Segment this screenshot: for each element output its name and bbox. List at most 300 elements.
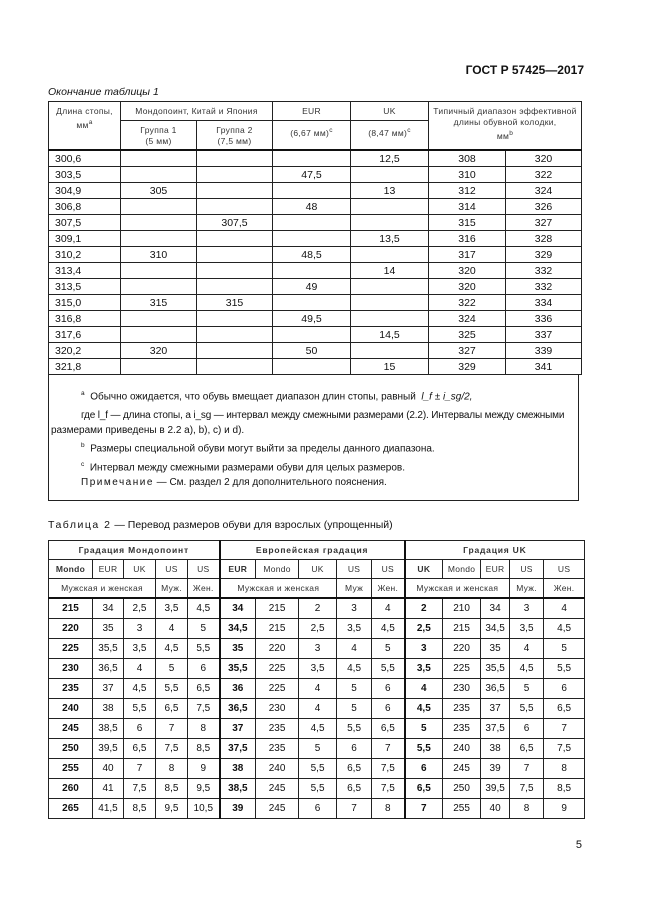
table-cell: 230: [443, 678, 481, 698]
header-mondo: Мондопоинт, Китай и Япония: [121, 102, 273, 121]
table-cell: 5: [337, 698, 372, 718]
table-cell: 8,5: [544, 778, 585, 798]
table-row: [49, 247, 582, 263]
table-cell: 322: [429, 295, 506, 311]
table-cell: 3: [337, 598, 372, 619]
table-cell: [273, 263, 351, 279]
page-number: 5: [575, 838, 582, 851]
table-cell: 36,5: [220, 698, 256, 718]
table-cell: [351, 295, 429, 311]
label-men: Муж: [337, 578, 372, 598]
table-cell: [121, 359, 197, 375]
table-cell: 4,5: [510, 658, 544, 678]
column-header: Mondo: [443, 559, 481, 578]
table-cell: 4,5: [299, 718, 337, 738]
column-header: Mondo: [49, 559, 93, 578]
table-cell: 317,6: [49, 327, 121, 343]
table-cell: 9: [544, 798, 585, 818]
table-cell: 2,5: [124, 598, 156, 619]
header-foot-length: Длина стопы, $мм^a$: [49, 102, 121, 151]
column-header: US: [188, 559, 220, 578]
table-cell: 7: [510, 758, 544, 778]
table-cell: 7: [372, 738, 405, 758]
table-cell: 14: [351, 263, 429, 279]
table-cell: 225: [443, 658, 481, 678]
table-cell: 7: [405, 798, 443, 818]
table-row: [49, 327, 582, 343]
table-cell: 215: [443, 618, 481, 638]
table-row: [49, 698, 585, 718]
table-cell: 3: [299, 638, 337, 658]
table-cell: 235: [256, 718, 299, 738]
table-cell: 5: [156, 658, 188, 678]
table-cell: 7: [544, 718, 585, 738]
table-cell: 5: [510, 678, 544, 698]
table-cell: [121, 279, 197, 295]
table-cell: 38: [481, 738, 510, 758]
table-cell: 8: [156, 758, 188, 778]
label-men-women: Мужская и женская: [220, 578, 337, 598]
table-cell: 5,5: [299, 778, 337, 798]
table-cell: 48,5: [273, 247, 351, 263]
table-row: [49, 658, 585, 678]
table-cell: 6: [299, 798, 337, 818]
table-cell: 14,5: [351, 327, 429, 343]
table-cell: 5: [337, 678, 372, 698]
table-cell: 36,5: [481, 678, 510, 698]
column-header: EUR: [93, 559, 124, 578]
table-cell: 255: [49, 758, 93, 778]
table-cell: 245: [256, 778, 299, 798]
table-cell: 4: [124, 658, 156, 678]
table-cell: [273, 183, 351, 199]
header-uk-unit: (8,47 мм)$^c$: [351, 121, 429, 151]
table-cell: [121, 150, 197, 167]
table-cell: [197, 343, 273, 359]
table-cell: 245: [443, 758, 481, 778]
table-cell: 6,5: [337, 758, 372, 778]
table-cell: 4,5: [156, 638, 188, 658]
column-header: US: [544, 559, 585, 578]
table-cell: 50: [273, 343, 351, 359]
column-header: Mondo: [256, 559, 299, 578]
table-cell: 38,5: [220, 778, 256, 798]
table-cell: [351, 311, 429, 327]
table-cell: 300,6: [49, 150, 121, 167]
label-women: Жен.: [544, 578, 585, 598]
table-cell: 304,9: [49, 183, 121, 199]
table-cell: [273, 295, 351, 311]
table-cell: 4,5: [372, 618, 405, 638]
header-uk: UK: [351, 102, 429, 121]
table-cell: 230: [49, 658, 93, 678]
table-row: [49, 183, 582, 199]
table-cell: 35,5: [220, 658, 256, 678]
table-cell: 37,5: [481, 718, 510, 738]
table-cell: 35: [481, 638, 510, 658]
group-european: Европейская градация: [220, 540, 405, 559]
table-cell: 4,5: [544, 618, 585, 638]
header-group2: Группа 2 (7,5 мм): [197, 121, 273, 151]
table-cell: 34: [220, 598, 256, 619]
table-cell: 5: [405, 718, 443, 738]
footnote-a-cont2: размерами приведены в 2.2 a), b), c) и d).: [51, 425, 245, 437]
table-cell: 329: [429, 359, 506, 375]
table-cell: [121, 263, 197, 279]
table-cell: 324: [506, 183, 582, 199]
table-cell: 225: [256, 678, 299, 698]
table-cell: 315: [429, 215, 506, 231]
table-row: [49, 798, 585, 818]
table-cell: 220: [256, 638, 299, 658]
table-cell: 7,5: [510, 778, 544, 798]
table-cell: 37: [220, 718, 256, 738]
table-cell: 215: [49, 598, 93, 619]
table1-note: Примечание — См. раздел 2 для дополнительного пояснения.: [81, 476, 387, 488]
table-cell: 34,5: [481, 618, 510, 638]
table-cell: 320: [506, 150, 582, 167]
table-cell: 215: [256, 598, 299, 619]
table-cell: 38: [220, 758, 256, 778]
table-cell: [197, 263, 273, 279]
table-cell: [121, 215, 197, 231]
table-cell: [273, 327, 351, 343]
table-cell: 35,5: [93, 638, 124, 658]
table-cell: 4: [544, 598, 585, 619]
table-cell: 7,5: [372, 778, 405, 798]
table-cell: 316,8: [49, 311, 121, 327]
header-eur-unit: (6,67 мм)$^c$: [273, 121, 351, 151]
table-cell: [197, 327, 273, 343]
table-cell: [273, 215, 351, 231]
table2-caption: Таблица 2 — Перевод размеров обуви для взрослых (упрощенный): [48, 518, 393, 531]
table-row: [49, 279, 582, 295]
table-cell: 4,5: [124, 678, 156, 698]
table-cell: 210: [443, 598, 481, 619]
table-cell: 332: [506, 263, 582, 279]
table-cell: 2: [299, 598, 337, 619]
table-cell: 260: [49, 778, 93, 798]
table-cell: 325: [429, 327, 506, 343]
table-cell: 4: [299, 698, 337, 718]
table-cell: 334: [506, 295, 582, 311]
table-row: [49, 231, 582, 247]
table-cell: 235: [443, 718, 481, 738]
label-women: Жен.: [188, 578, 220, 598]
table-cell: [197, 167, 273, 183]
table-cell: 2,5: [405, 618, 443, 638]
table-cell: 38: [93, 698, 124, 718]
table-cell: 235: [443, 698, 481, 718]
table-cell: 4,5: [188, 598, 220, 619]
table-cell: 34: [93, 598, 124, 619]
table-cell: 49: [273, 279, 351, 295]
table-cell: 329: [506, 247, 582, 263]
table-cell: 36: [220, 678, 256, 698]
column-header: US: [337, 559, 372, 578]
table-cell: 225: [256, 658, 299, 678]
table-cell: 6,5: [510, 738, 544, 758]
table-cell: 15: [351, 359, 429, 375]
table-cell: 309,1: [49, 231, 121, 247]
table-cell: 5,5: [544, 658, 585, 678]
table-cell: 317: [429, 247, 506, 263]
table2: [48, 540, 585, 819]
table-cell: 6: [188, 658, 220, 678]
formula: l_f ± i_sg/2,: [421, 391, 473, 403]
table-cell: 5: [372, 638, 405, 658]
table-cell: 9,5: [188, 778, 220, 798]
table-cell: 265: [49, 798, 93, 818]
table-cell: 220: [49, 618, 93, 638]
table-cell: 308: [429, 150, 506, 167]
table-cell: 41,5: [93, 798, 124, 818]
table-cell: 240: [443, 738, 481, 758]
table-cell: 5: [188, 618, 220, 638]
label-women: Жен.: [372, 578, 405, 598]
table-cell: 245: [256, 798, 299, 818]
label-men-women: Мужская и женская: [49, 578, 156, 598]
table-cell: 307,5: [197, 215, 273, 231]
header-group1: Группа 1 (5 мм): [121, 121, 197, 151]
table-cell: 3,5: [405, 658, 443, 678]
table-cell: 39,5: [93, 738, 124, 758]
table-cell: 4: [510, 638, 544, 658]
table-cell: 337: [506, 327, 582, 343]
table-row: [49, 758, 585, 778]
table-cell: 245: [49, 718, 93, 738]
table-cell: 10,5: [188, 798, 220, 818]
table-cell: 6: [372, 678, 405, 698]
table-row: [49, 263, 582, 279]
table-cell: 324: [429, 311, 506, 327]
table-cell: 7: [337, 798, 372, 818]
table-cell: 305: [121, 183, 197, 199]
table-cell: [273, 150, 351, 167]
table-cell: 40: [481, 798, 510, 818]
table-cell: 327: [506, 215, 582, 231]
column-header: UK: [405, 559, 443, 578]
table-cell: [121, 199, 197, 215]
table-cell: [197, 359, 273, 375]
table-cell: [351, 199, 429, 215]
table-cell: [351, 279, 429, 295]
table-cell: 313,5: [49, 279, 121, 295]
table-cell: 37: [93, 678, 124, 698]
table-cell: 320: [121, 343, 197, 359]
table-cell: [121, 167, 197, 183]
table-cell: 3: [405, 638, 443, 658]
table-cell: 339: [506, 343, 582, 359]
table-cell: 7,5: [124, 778, 156, 798]
table-cell: 320: [429, 263, 506, 279]
table-cell: 39: [481, 758, 510, 778]
table-row: [49, 295, 582, 311]
table-cell: 2,5: [299, 618, 337, 638]
footnote-a-cont1: где l_f — длина стопы, а i_sg — интервал между смежными размерами (2.2). Интервалы между смежными: [81, 410, 565, 422]
group-mondo: Градация Мондопоинт: [49, 540, 220, 559]
table-cell: [351, 343, 429, 359]
table-cell: 8: [188, 718, 220, 738]
column-header: US: [156, 559, 188, 578]
table-cell: 5,5: [156, 678, 188, 698]
table-cell: 6,5: [405, 778, 443, 798]
table-row: [49, 638, 585, 658]
table-cell: 47,5: [273, 167, 351, 183]
table-cell: 40: [93, 758, 124, 778]
table-cell: [121, 311, 197, 327]
table-row: [49, 359, 582, 375]
table-cell: 6,5: [544, 698, 585, 718]
table-cell: 250: [49, 738, 93, 758]
table-cell: 7,5: [156, 738, 188, 758]
table-cell: [197, 247, 273, 263]
table-cell: 313,4: [49, 263, 121, 279]
table-cell: 4: [405, 678, 443, 698]
table-cell: 12,5: [351, 150, 429, 167]
table-cell: [351, 247, 429, 263]
table-cell: 336: [506, 311, 582, 327]
table-row: [49, 199, 582, 215]
table-cell: 341: [506, 359, 582, 375]
table-row: [49, 718, 585, 738]
table-cell: 5: [544, 638, 585, 658]
table-cell: 326: [506, 199, 582, 215]
table-cell: 3: [510, 598, 544, 619]
table-cell: 7: [124, 758, 156, 778]
table-cell: 303,5: [49, 167, 121, 183]
table-cell: 310,2: [49, 247, 121, 263]
table-cell: 4: [372, 598, 405, 619]
table-row: [49, 778, 585, 798]
table-cell: [121, 327, 197, 343]
table-cell: 250: [443, 778, 481, 798]
table-cell: 7,5: [188, 698, 220, 718]
table-cell: 36,5: [93, 658, 124, 678]
table-cell: 310: [121, 247, 197, 263]
table-cell: 6: [405, 758, 443, 778]
table-cell: 6,5: [124, 738, 156, 758]
table-cell: 35: [93, 618, 124, 638]
table-cell: 5,5: [188, 638, 220, 658]
table-cell: [273, 231, 351, 247]
table-cell: 35,5: [481, 658, 510, 678]
table1-footnotes: [48, 375, 579, 501]
table-cell: 39: [220, 798, 256, 818]
table-cell: 7,5: [372, 758, 405, 778]
page-content: [48, 86, 584, 851]
table-cell: 240: [49, 698, 93, 718]
label-men-women: Мужская и женская: [405, 578, 510, 598]
table-cell: [197, 199, 273, 215]
table-cell: 315,0: [49, 295, 121, 311]
table-cell: 6: [544, 678, 585, 698]
table-cell: 8: [544, 758, 585, 778]
footnote-c: $^c$ Интервал между смежными размерами обуви для целых размеров.: [81, 460, 405, 473]
table-cell: 49,5: [273, 311, 351, 327]
table-cell: 7,5: [544, 738, 585, 758]
table-cell: 5,5: [405, 738, 443, 758]
table-cell: [121, 231, 197, 247]
table-cell: [197, 279, 273, 295]
table-cell: 4: [337, 638, 372, 658]
table-cell: 5: [299, 738, 337, 758]
table-cell: 39,5: [481, 778, 510, 798]
table-cell: 320: [429, 279, 506, 295]
table-cell: [197, 311, 273, 327]
table-cell: 4,5: [405, 698, 443, 718]
table-cell: 9: [188, 758, 220, 778]
table-cell: [273, 359, 351, 375]
table-cell: 4: [299, 678, 337, 698]
table-cell: 316: [429, 231, 506, 247]
table-cell: 9,5: [156, 798, 188, 818]
table-cell: 8: [372, 798, 405, 818]
table-row: [49, 167, 582, 183]
table-cell: 5,5: [337, 718, 372, 738]
table-cell: 6,5: [337, 778, 372, 798]
table-cell: 6: [124, 718, 156, 738]
table-cell: 5,5: [372, 658, 405, 678]
table-cell: 312: [429, 183, 506, 199]
table-cell: 5,5: [124, 698, 156, 718]
table-cell: [197, 183, 273, 199]
table-cell: 328: [506, 231, 582, 247]
table-cell: 13,5: [351, 231, 429, 247]
table1-caption: Окончание таблицы 1: [48, 86, 159, 98]
column-header: EUR: [220, 559, 256, 578]
table-cell: 8,5: [188, 738, 220, 758]
table-cell: 3,5: [510, 618, 544, 638]
table-cell: 8: [510, 798, 544, 818]
table-cell: 3,5: [124, 638, 156, 658]
footnote-b: $^b$ Размеры специальной обуви могут выйти за пределы данного диапазона.: [81, 442, 435, 455]
table-row: [49, 311, 582, 327]
table-cell: 220: [443, 638, 481, 658]
table-cell: 310: [429, 167, 506, 183]
table-cell: 314: [429, 199, 506, 215]
label-men: Муж.: [510, 578, 544, 598]
table-row: [49, 618, 585, 638]
table-cell: 6: [372, 698, 405, 718]
column-header: US: [510, 559, 544, 578]
table-cell: 240: [256, 758, 299, 778]
table-cell: 6,5: [188, 678, 220, 698]
label-men: Муж.: [156, 578, 188, 598]
table-row: [49, 598, 585, 619]
table-cell: 41: [93, 778, 124, 798]
table-cell: 13: [351, 183, 429, 199]
table-cell: 6: [510, 718, 544, 738]
table-cell: 8,5: [156, 778, 188, 798]
table1: [48, 101, 582, 375]
group-uk: Градация UK: [405, 540, 585, 559]
table-cell: 35: [220, 638, 256, 658]
table-cell: 34: [481, 598, 510, 619]
table-row: [49, 343, 582, 359]
table-cell: 307,5: [49, 215, 121, 231]
table-cell: 6,5: [156, 698, 188, 718]
table-cell: 3,5: [337, 618, 372, 638]
table-row: [49, 215, 582, 231]
table-row: [49, 738, 585, 758]
table-cell: 225: [49, 638, 93, 658]
table-cell: 322: [506, 167, 582, 183]
table-cell: 5,5: [299, 758, 337, 778]
table-cell: 38,5: [93, 718, 124, 738]
table-cell: 4,5: [337, 658, 372, 678]
table-cell: 6: [337, 738, 372, 758]
